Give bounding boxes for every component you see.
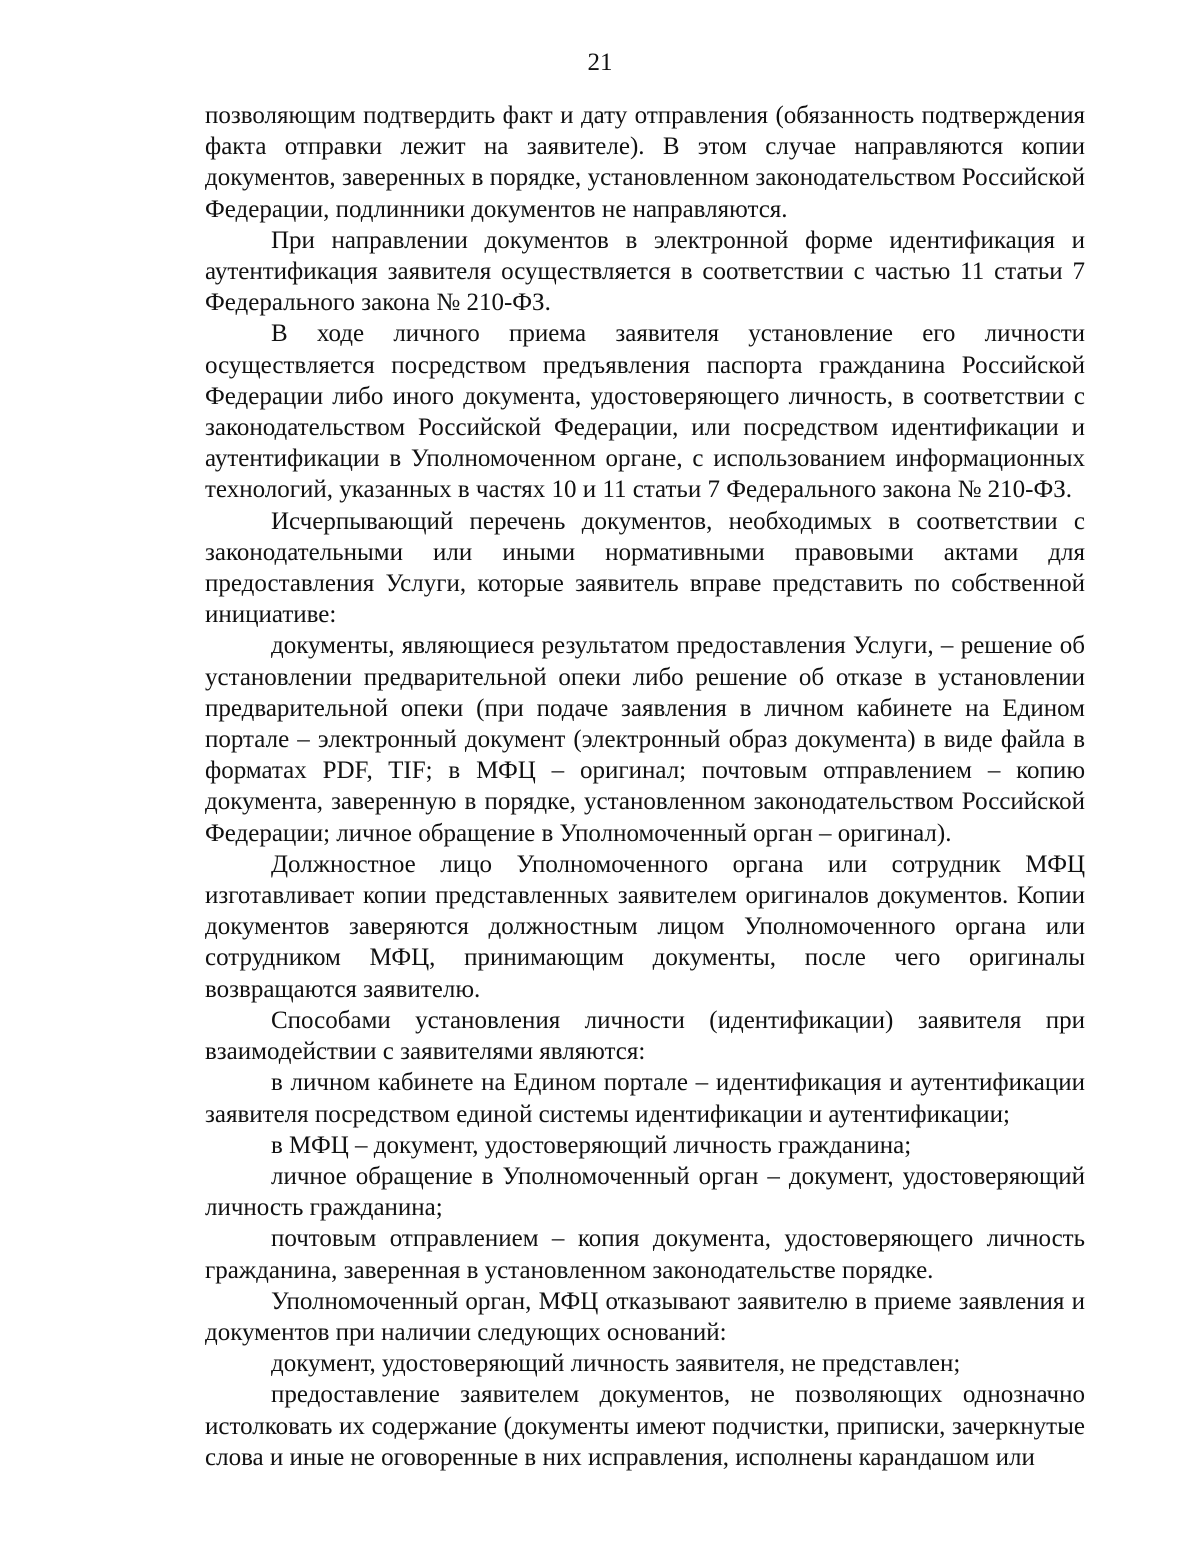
page-number: 21 <box>587 49 613 76</box>
paragraph-continuation: позволяющим подтвердить факт и дату отправления (обязанность подтверждения факта отправки лежит на заявителе). В этом случае направляются копии документов, заверенных в порядке, установленном законодательством Российской Федерации, подлинники документов не направляются. <box>205 102 1085 223</box>
list-item-personal-appeal: личное обращение в Уполномоченный орган – документ, удостоверяющий личность гражданина; <box>205 1162 1085 1222</box>
list-item-no-id-document: документ, удостоверяющий личность заявителя, не представлен; <box>271 1350 961 1378</box>
list-item-mfc: в МФЦ – документ, удостоверяющий личность гражданина; <box>271 1131 912 1159</box>
paragraph-document-list: Исчерпывающий перечень документов, необходимых в соответствии с законодательными или иными нормативными правовыми актами для предоставления Услуги, которые заявитель вправе представить по собственной инициативе: <box>205 507 1085 629</box>
paragraph-refusal-grounds: Уполномоченный орган, МФЦ отказывают заявителю в приеме заявления и документов при наличии следующих оснований: <box>205 1287 1085 1346</box>
paragraph-copies: Должностное лицо Уполномоченного органа или сотрудник МФЦ изготавливает копии представленных заявителем оригиналов документов. Копии документов заверяются должностным лицом Уполномоченного органа или сотрудником МФЦ, принимающим документы, после чего оригиналы возвращаются заявителю. <box>205 850 1085 1003</box>
paragraph-service-result-documents: документы, являющиеся результатом предоставления Услуги, – решение об установлении предварительной опеки либо решение об отказе в установлении предварительной опеки (при подаче заявления в личном кабинете на Едином портале – электронный документ (электронный образ документа) в виде файла в форматах PDF, TIF; в МФЦ – оригинал; почтовым отправлением – копию документа, заверенную в порядке, установленном законодательством Российской Федерации; личное обращение в Уполномоченный орган – оригинал). <box>205 632 1085 847</box>
paragraph-electronic-identification: При направлении документов в электронной форме идентификация и аутентификация заявителя осуществляется в соответствии с частью 11 статьи 7 Федерального закона № 210-ФЗ. <box>205 226 1085 317</box>
list-item-postal: почтовым отправлением – копия документа, удостоверяющего личность гражданина, заверенная в установленном законодательстве порядке. <box>205 1225 1085 1284</box>
paragraph-personal-reception: В ходе личного приема заявителя установление его личности осуществляется посредством предъявления паспорта гражданина Российской Федерации либо иного документа, удостоверяющего личность, в соответствии с законодательством Российской Федерации, или посредством идентификации и аутентификации в Уполномоченном органе, с использованием информационных технологий, указанных в частях 10 и 11 статьи 7 Федерального закона № 210-ФЗ. <box>205 320 1085 504</box>
paragraph-identification-methods: Способами установления личности (идентификации) заявителя при взаимодействии с заявителями являются: <box>205 1006 1085 1066</box>
list-item-ambiguous-documents: предоставление заявителем документов, не позволяющих однозначно истолковать их содержание (документы имеют подчистки, приписки, зачеркнутые слова и иные не оговоренные в них исправления, исполнены карандашом или <box>205 1381 1085 1471</box>
list-item-portal: в личном кабинете на Едином портале – идентификация и аутентификации заявителя посредством единой системы идентификации и аутентификации; <box>205 1069 1085 1128</box>
document-body <box>205 100 1085 1473</box>
